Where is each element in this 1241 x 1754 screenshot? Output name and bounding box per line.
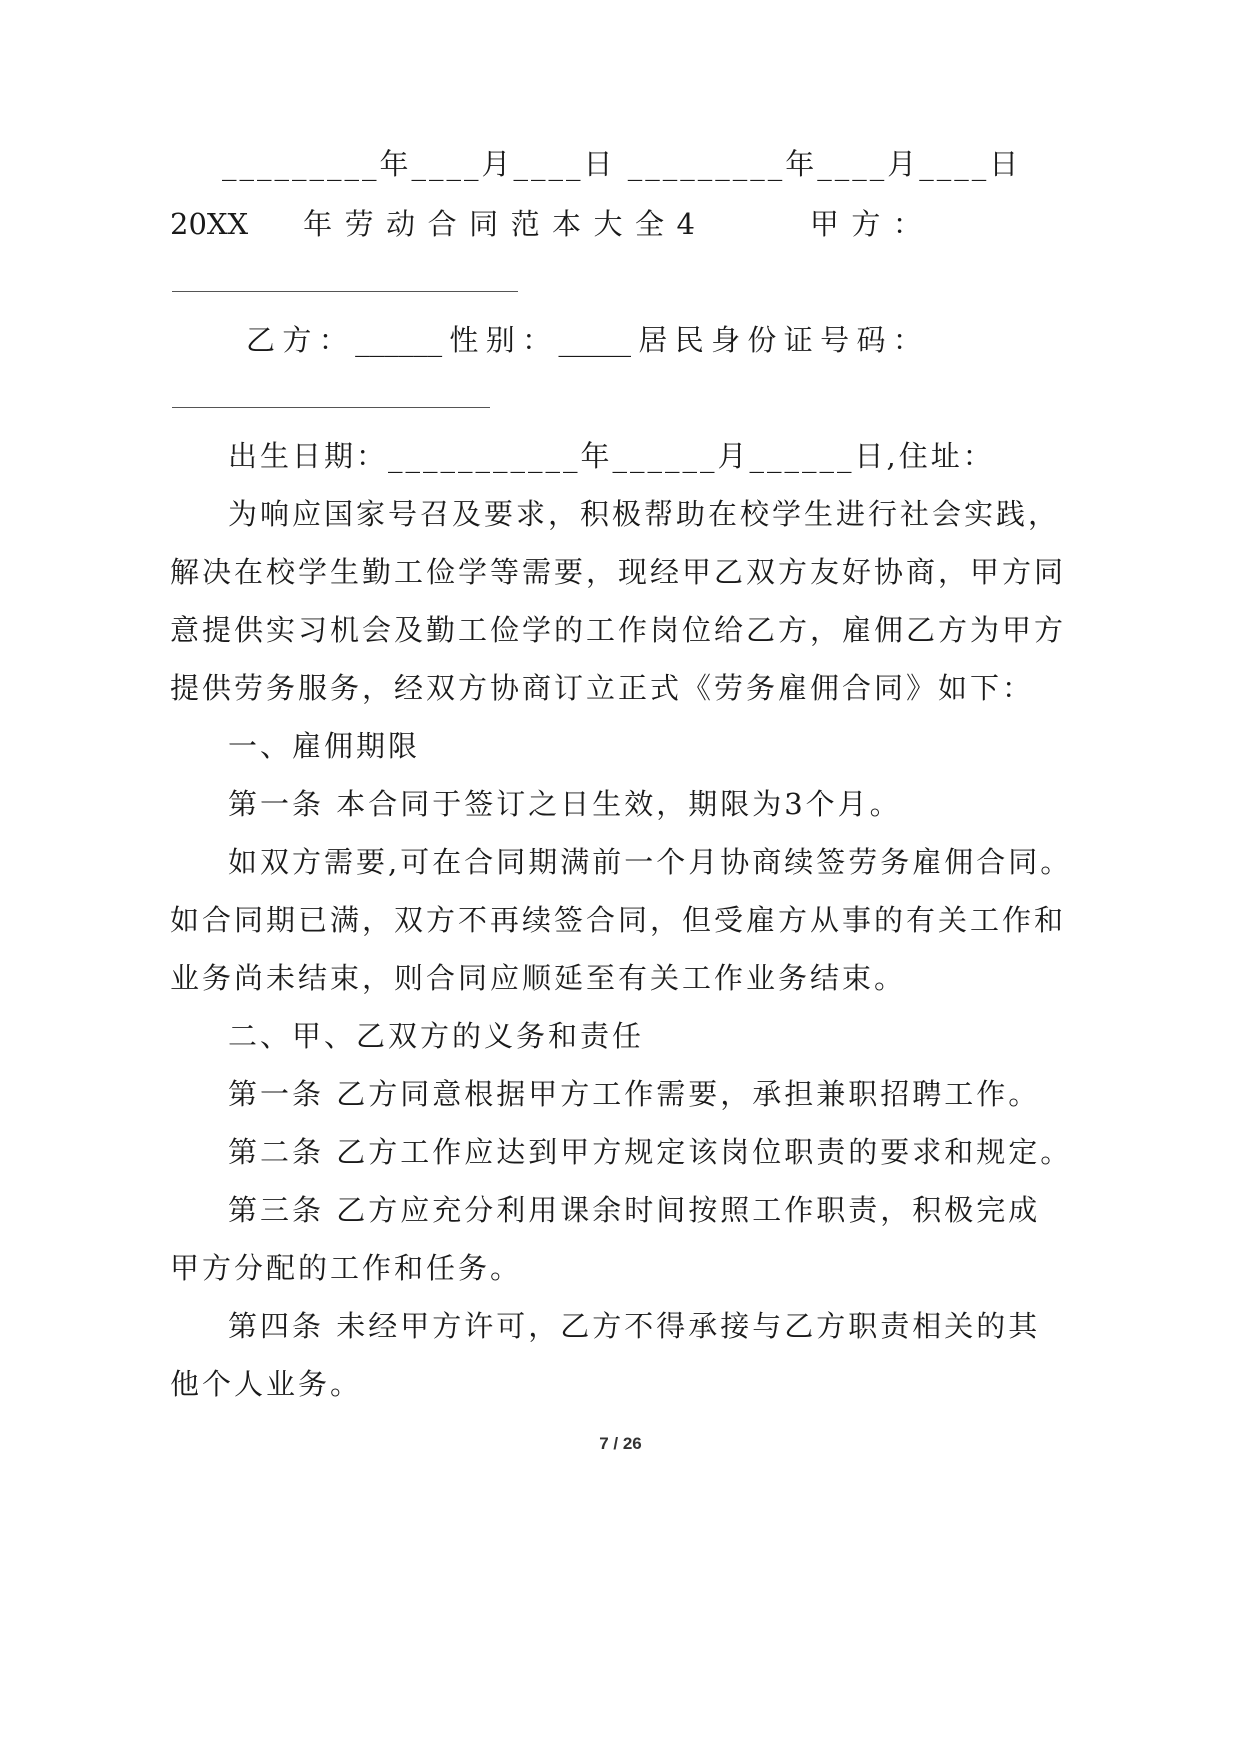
party-b-char: ： — [318, 323, 348, 357]
title-char: 本 — [552, 207, 582, 241]
section-heading: 二、甲、乙双方的义务和责任 — [228, 1019, 645, 1053]
id-label-char: 码 — [856, 323, 886, 357]
title-char: 劳 — [344, 207, 374, 241]
title-line — [170, 204, 922, 244]
paragraph-line: 如合同期已满，双方不再续签合同，但受雇方从事的有关工作和 — [170, 903, 1067, 937]
party-b-char: 方 — [282, 323, 312, 357]
id-label-char: 号 — [820, 323, 850, 357]
paragraph-line: 意提供实习机会及勤工俭学的工作岗位给乙方，雇佣乙方为甲方 — [170, 613, 1067, 647]
birth-date-line: 出生日期：___________年______月______日,住址： — [228, 439, 995, 473]
id-label-char: ： — [892, 323, 922, 357]
gender-char: 性 — [449, 323, 479, 357]
title-char: 大 — [593, 207, 623, 241]
id-label-char: 份 — [747, 323, 777, 357]
paragraph-line: 他个人业务。 — [170, 1367, 363, 1401]
title-char: 动 — [386, 207, 416, 241]
title-year: 20XX — [170, 207, 249, 241]
paragraph-line: 第一条 乙方同意根据甲方工作需要，承担兼职招聘工作。 — [228, 1077, 1041, 1111]
title-char: 4 — [676, 207, 695, 241]
date-line: _________年____月____日 _________年____月____日 — [222, 147, 1022, 181]
party-a-blank-line — [172, 291, 518, 292]
paragraph-line: 第四条 未经甲方许可，乙方不得承接与乙方职责相关的其 — [228, 1309, 1041, 1343]
id-label-char: 居 — [638, 323, 668, 357]
party-a-char: ： — [892, 207, 922, 241]
paragraph-line: 解决在校学生勤工俭学等需要，现经甲乙双方友好协商，甲方同 — [170, 555, 1067, 589]
spacer — [261, 204, 291, 244]
id-label-char: 证 — [783, 323, 813, 357]
section-heading: 一、雇佣期限 — [228, 729, 421, 763]
paragraph-line: 第二条 乙方工作应达到甲方规定该岗位职责的要求和规定。 — [228, 1135, 1073, 1169]
paragraph-line: 为响应国家号召及要求，积极帮助在校学生进行社会实践， — [228, 497, 1061, 531]
title-char: 范 — [510, 207, 540, 241]
party-b-line — [246, 320, 922, 360]
party-a-char: 方 — [851, 207, 881, 241]
spacer — [707, 204, 797, 244]
gender-char: 别 — [485, 323, 515, 357]
party-b-blank: ______ — [355, 323, 443, 357]
paragraph-line: 提供劳务服务，经双方协商订立正式《劳务雇佣合同》如下： — [170, 671, 1035, 705]
id-number-blank-line — [172, 407, 490, 408]
page-number: 7 / 26 — [599, 1434, 642, 1453]
gender-blank: _____ — [558, 323, 631, 357]
paragraph-line: 甲方分配的工作和任务。 — [170, 1251, 523, 1285]
paragraph-line: 业务尚未结束，则合同应顺延至有关工作业务结束。 — [170, 961, 907, 995]
party-a-char: 甲 — [809, 207, 839, 241]
id-label-char: 民 — [674, 323, 704, 357]
title-char: 年 — [303, 207, 333, 241]
gender-char: ： — [522, 323, 552, 357]
paragraph-line: 第三条 乙方应充分利用课余时间按照工作职责，积极完成 — [228, 1193, 1041, 1227]
title-char: 同 — [469, 207, 499, 241]
id-label-char: 身 — [711, 323, 741, 357]
party-b-char: 乙 — [246, 323, 276, 357]
title-char: 合 — [427, 207, 457, 241]
title-char: 全 — [635, 207, 665, 241]
paragraph-line: 如双方需要,可在合同期满前一个月协商续签劳务雇佣合同。 — [228, 845, 1073, 879]
paragraph-line: 第一条 本合同于签订之日生效，期限为3个月。 — [228, 787, 902, 821]
